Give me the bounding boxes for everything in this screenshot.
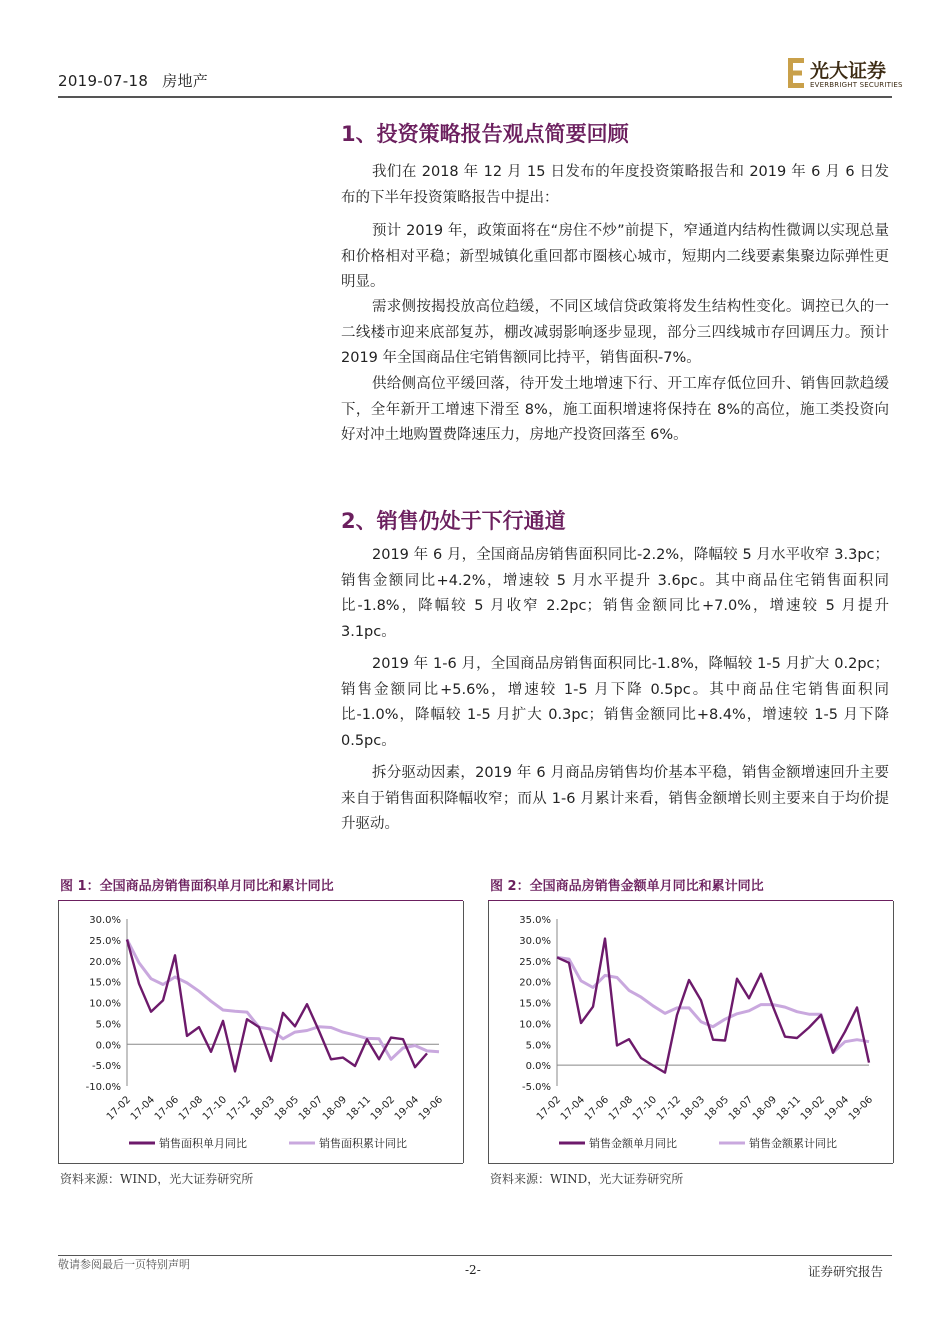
x-tick-label: 17-04 [558,1094,588,1123]
figure-source: 资料来源：WIND，光大证券研究所 [60,1172,254,1186]
x-tick-label: 17-12 [224,1094,254,1123]
footer-label: 证券研究报告 [808,1264,884,1279]
x-tick-label: 18-09 [750,1094,780,1123]
x-tick-label: 18-11 [344,1094,374,1123]
paragraph: 2019 年 6 月，全国商品房销售面积同比-2.2%，降幅较 5 月水平收窄 3.3pc；销售金额同比+4.2%，增速较 5 月水平提升 3.6pc。其中商品住宅销售面积同比-1.8%，降幅较 5 月收窄 2.2pc；销售金额同比+7.0%，增速较 5 月提升 3.1pc。 [341,547,889,640]
figure-frame [488,901,894,1163]
x-tick-label: 19-06 [416,1094,446,1123]
x-tick-label: 17-06 [152,1094,182,1123]
y-tick-label: 30.0% [89,915,121,926]
y-tick-label: 30.0% [519,935,551,947]
x-tick-label: 19-04 [392,1094,422,1123]
x-tick-label: 19-02 [368,1094,398,1123]
y-tick-label: 10.0% [89,998,121,1010]
amount-yoy-chart [489,901,893,1163]
y-tick-label: 20.0% [89,956,121,968]
logo-text-en: EVERBRIGHT SECURITIES [810,81,903,89]
x-tick-label: 17-04 [128,1094,158,1123]
paragraph: 需求侧按揭投放高位趋缓，不同区域信贷政策将发生结构性变化。调控已久的一二线楼市迎来底部复苏，棚改减弱影响逐步显现，部分三四线城市存回调压力。预计 2019 年全国商品住宅销售额同比持平，销售面积-7%。 [341,299,889,366]
y-tick-label: 0.0% [95,1040,121,1052]
series-line-monthly [127,940,427,1072]
report-date: 2019-07-18 [58,72,149,90]
x-tick-label: 17-08 [176,1094,206,1123]
y-tick-label: -5.0% [521,1082,551,1093]
header [58,70,208,91]
paragraph: 拆分驱动因素，2019 年 6 月商品房销售均价基本平稳，销售金额增速回升主要来自于销售面积降幅收窄；而从 1-6 月累计来看，销售金额增长则主要来自于均价提升驱动。 [341,765,889,832]
x-tick-label: 18-07 [296,1094,326,1123]
figure-bottom-rule [488,1163,893,1164]
paragraph: 预计 2019 年，政策面将在“房住不炒”前提下，窄通道内结构性微调以实现总量和价格相对平稳；新型城镇化重回都市圈核心城市，短期内二线要素集聚边际弹性更明显。 [341,223,889,290]
figure-bottom-rule [58,1163,463,1164]
x-tick-label: 19-06 [846,1094,876,1123]
y-tick-label: 35.0% [519,915,551,926]
x-tick-label: 18-05 [272,1094,302,1123]
series-line-monthly [557,939,869,1073]
logo-mark-icon [788,58,804,88]
y-tick-label: 20.0% [519,977,551,989]
x-tick-label: 18-09 [320,1094,350,1123]
x-tick-label: 18-05 [702,1094,732,1123]
header-rule [58,96,892,98]
y-tick-label: 5.0% [95,1019,121,1031]
x-tick-label: 18-07 [726,1094,756,1123]
figure-title: 图 2：全国商品房销售金额单月同比和累计同比 [490,879,764,894]
paragraph: 供给侧高位平缓回落，待开发土地增速下行、开工库存低位回升、销售回款趋缓下，全年新开工增速下滑至 8%，施工面积增速将保持在 8%的高位，施工类投资向好对冲土地购置费降速压力，房地产投资回落至 6%。 [341,376,889,443]
legend-label: 销售面积单月同比 [159,1137,247,1150]
report-sector: 房地产 [162,72,209,90]
legend-label: 销售面积累计同比 [319,1137,407,1150]
y-tick-label: 5.0% [525,1040,551,1052]
x-tick-label: 17-12 [654,1094,684,1123]
x-tick-label: 17-06 [582,1094,612,1123]
y-tick-label: -10.0% [85,1082,121,1093]
x-tick-label: 17-02 [104,1094,134,1123]
x-tick-label: 19-02 [798,1094,828,1123]
x-tick-label: 18-11 [774,1094,804,1123]
y-tick-label: 15.0% [89,977,121,989]
x-tick-label: 17-02 [534,1094,564,1123]
section-title: 1、投资策略报告观点简要回顾 [341,122,629,146]
y-tick-label: 10.0% [519,1019,551,1031]
figure-frame [58,901,464,1163]
y-tick-label: 25.0% [89,935,121,947]
paragraph: 2019 年 1-6 月，全国商品房销售面积同比-1.8%，降幅较 1-5 月扩大 0.2pc；销售金额同比+5.6%，增速较 1-5 月下降 0.5pc。其中商品住宅销售面积同比-1.0%，降幅较 1-5 月扩大 0.3pc；销售金额同比+8.4%，增速较 1-5 月下降 0.5pc。 [341,656,889,749]
x-tick-label: 17-10 [630,1094,660,1123]
x-tick-label: 18-03 [678,1094,708,1123]
figure-source: 资料来源：WIND，光大证券研究所 [490,1172,684,1186]
area-yoy-chart [59,901,463,1163]
footer-disclaimer: 敬请参阅最后一页特别声明 [58,1258,190,1271]
x-tick-label: 17-08 [606,1094,636,1123]
y-tick-label: -5.0% [91,1061,121,1073]
paragraph: 我们在 2018 年 12 月 15 日发布的年度投资策略报告和 2019 年 6 月 6 日发布的下半年投资策略报告中提出： [341,164,889,206]
legend-label: 销售金额累计同比 [749,1137,837,1150]
y-tick-label: 25.0% [519,956,551,968]
x-tick-label: 19-04 [822,1094,852,1123]
x-tick-label: 17-10 [200,1094,230,1123]
section-title: 2、销售仍处于下行通道 [341,509,566,533]
y-tick-label: 0.0% [525,1061,551,1073]
page-number: -2- [465,1263,481,1277]
figure-title: 图 1：全国商品房销售面积单月同比和累计同比 [60,879,334,894]
y-tick-label: 15.0% [519,998,551,1010]
logo-text-cn: 光大证券 [810,60,887,82]
x-tick-label: 18-03 [248,1094,278,1123]
legend-label: 销售金额单月同比 [589,1137,677,1150]
